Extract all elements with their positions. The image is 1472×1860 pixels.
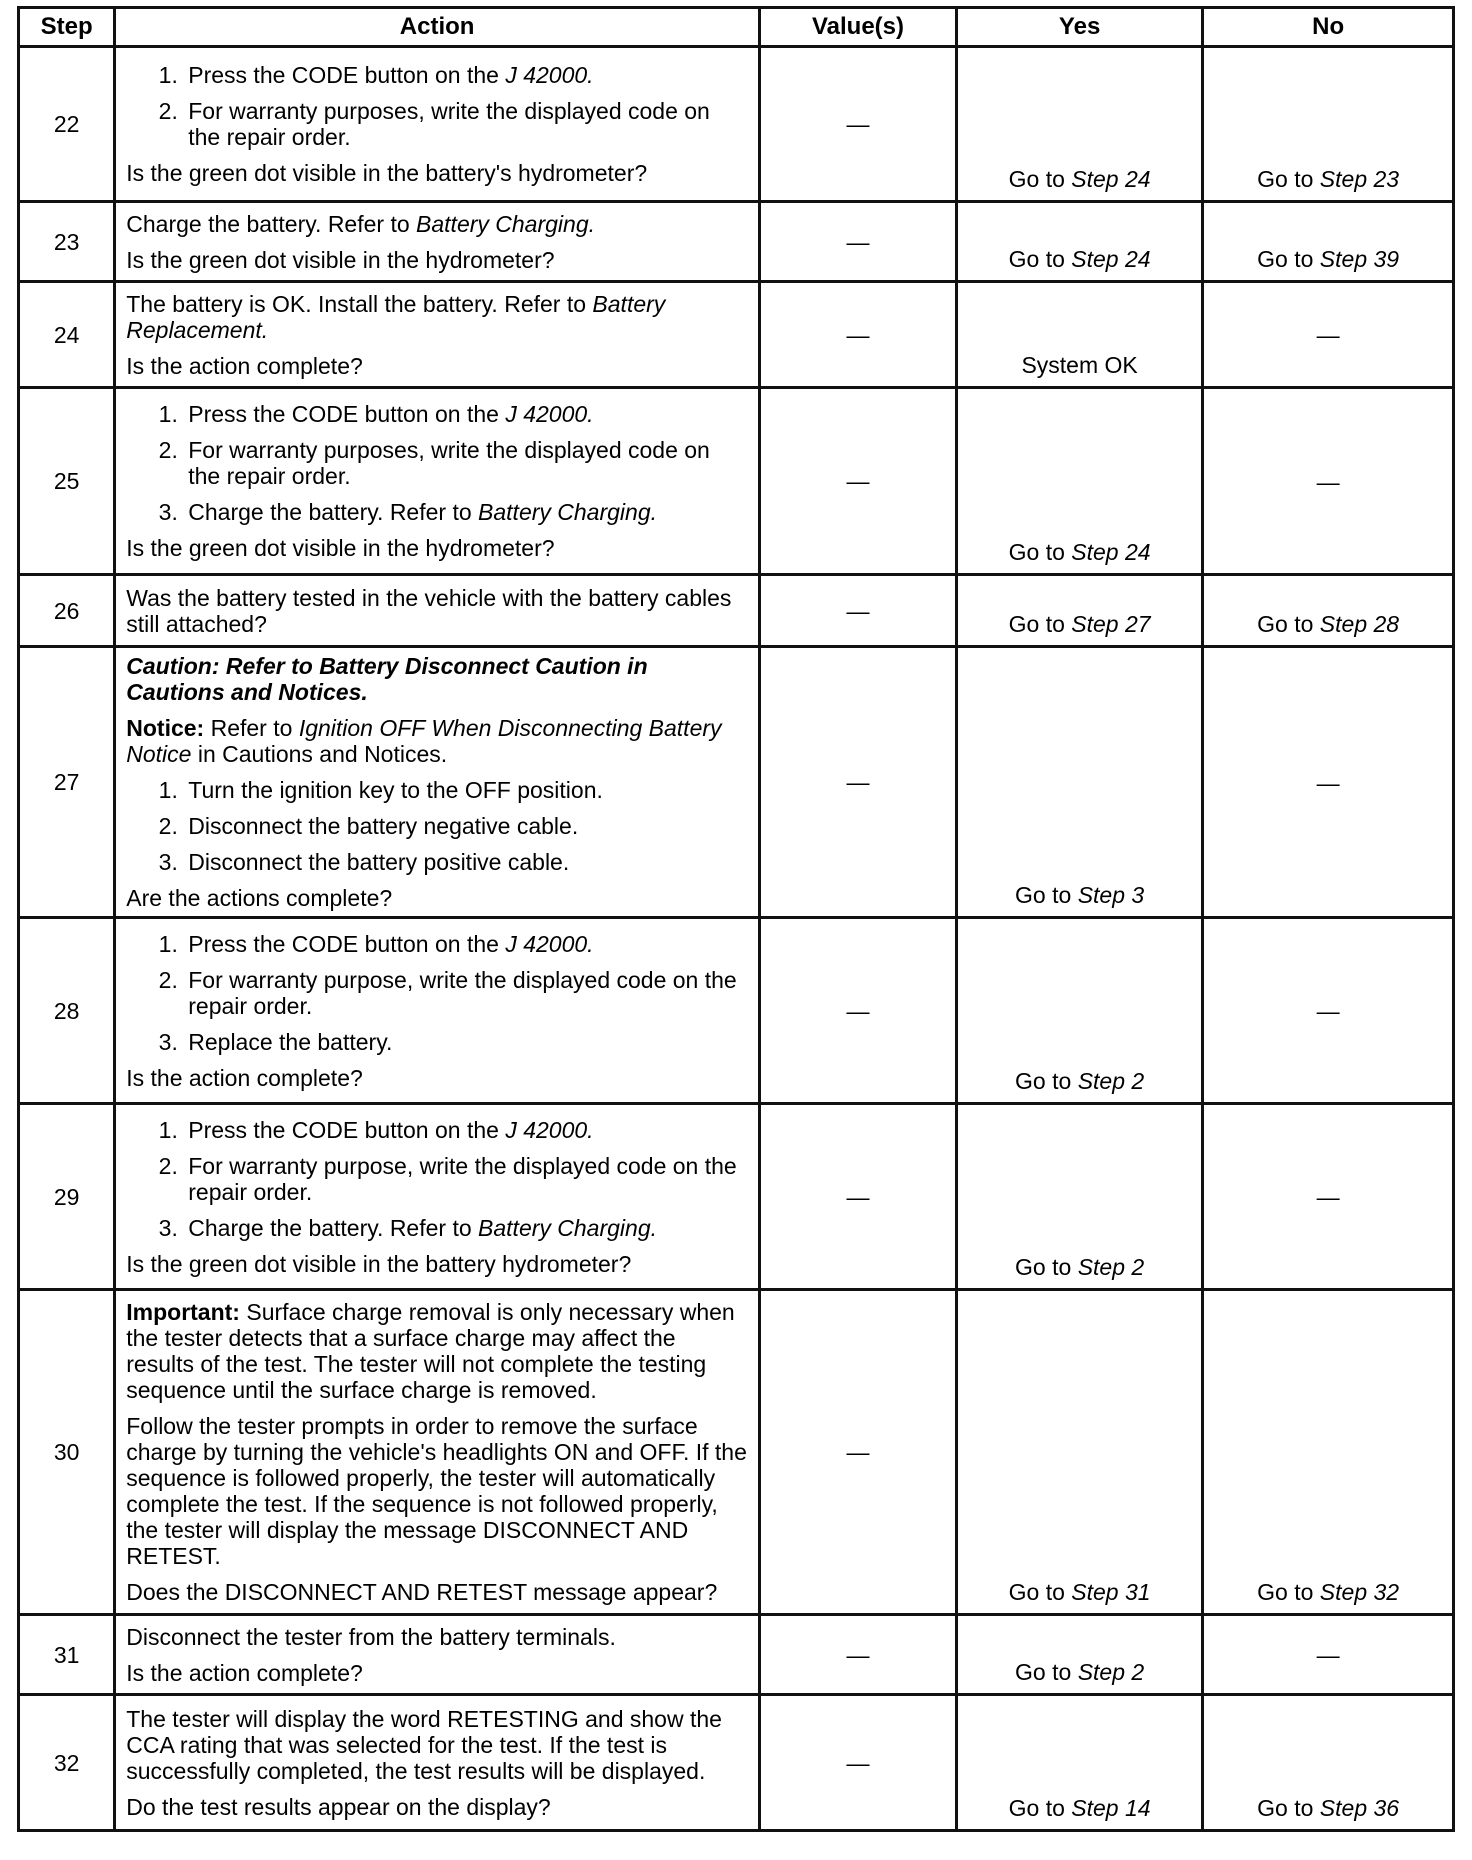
- action-cell: [115, 1104, 760, 1290]
- action-question: Is the action complete?: [126, 1659, 363, 1686]
- value-cell: —: [759, 575, 956, 647]
- step-number: 27: [19, 647, 115, 918]
- action-item: 3. Replace the battery.: [184, 1029, 748, 1055]
- header-action: Action: [115, 8, 760, 47]
- step-number: 28: [19, 918, 115, 1104]
- diagnostic-table: [17, 6, 1455, 1832]
- no-cell: Go to Step 36: [1203, 1695, 1454, 1831]
- value-cell: —: [759, 1104, 956, 1290]
- action-question: Is the action complete?: [126, 352, 363, 379]
- table-row: [19, 1695, 1454, 1831]
- value-cell: —: [759, 1290, 956, 1615]
- table-row: [19, 1615, 1454, 1695]
- action-question: Are the actions complete?: [126, 885, 393, 911]
- action-cell: [115, 1290, 760, 1615]
- notice-text: Notice: Refer to Ignition OFF When Disconnecting Battery Notice in Cautions and Notices.: [126, 715, 722, 767]
- header-row: [19, 8, 1454, 47]
- step-number: 26: [19, 575, 115, 647]
- no-cell: —: [1203, 918, 1454, 1104]
- action-item: 1. Press the CODE button on the J 42000.: [184, 62, 748, 88]
- action-item: 2. For warranty purposes, write the displayed code on the repair order.: [184, 98, 748, 150]
- action-question: Does the DISCONNECT AND RETEST message appear?: [126, 1579, 718, 1605]
- action-question: Was the battery tested in the vehicle with the battery cables still attached?: [126, 584, 732, 637]
- action-text: Charge the battery. Refer to Battery Charging.: [126, 210, 596, 237]
- table-row: [19, 647, 1454, 918]
- no-cell: —: [1203, 388, 1454, 575]
- action-question: Is the action complete?: [126, 1064, 363, 1091]
- value-cell: —: [759, 202, 956, 282]
- yes-cell: Go to Step 2: [956, 918, 1202, 1104]
- action-item: 2. For warranty purpose, write the displayed code on the repair order.: [184, 1153, 748, 1205]
- table-row: [19, 47, 1454, 202]
- action-cell: [115, 647, 760, 918]
- table-row: [19, 1104, 1454, 1290]
- yes-cell: Go to Step 31: [956, 1290, 1202, 1615]
- action-cell: [115, 47, 760, 202]
- action-item: 1. Press the CODE button on the J 42000.: [184, 931, 748, 957]
- step-number: 29: [19, 1104, 115, 1290]
- table-row: [19, 575, 1454, 647]
- action-cell: [115, 202, 760, 282]
- table-row: [19, 282, 1454, 388]
- action-item: 2. For warranty purpose, write the displayed code on the repair order.: [184, 967, 748, 1019]
- header-yes: Yes: [956, 8, 1202, 47]
- action-item: 2. For warranty purposes, write the displayed code on the repair order.: [184, 437, 748, 489]
- action-item: 1. Press the CODE button on the J 42000.: [184, 401, 748, 427]
- action-cell: [115, 388, 760, 575]
- step-number: 31: [19, 1615, 115, 1695]
- action-cell: [115, 1615, 760, 1695]
- yes-cell: Go to Step 24: [956, 202, 1202, 282]
- no-cell: —: [1203, 647, 1454, 918]
- action-text: Disconnect the tester from the battery terminals.: [126, 1623, 616, 1650]
- action-question: Do the test results appear on the display?: [126, 1793, 551, 1820]
- no-cell: Go to Step 32: [1203, 1290, 1454, 1615]
- action-item: 1. Press the CODE button on the J 42000.: [184, 1117, 748, 1143]
- value-cell: —: [759, 282, 956, 388]
- no-cell: —: [1203, 1615, 1454, 1695]
- no-cell: —: [1203, 1104, 1454, 1290]
- yes-cell: Go to Step 24: [956, 47, 1202, 202]
- no-cell: Go to Step 23: [1203, 47, 1454, 202]
- action-text: The battery is OK. Install the battery. Refer to Battery Replacement.: [126, 290, 666, 343]
- yes-cell: Go to Step 2: [956, 1615, 1202, 1695]
- step-number: 22: [19, 47, 115, 202]
- caution-text: Caution: Refer to Battery Disconnect Caution in Cautions and Notices.: [126, 653, 648, 705]
- action-cell: [115, 282, 760, 388]
- table-row: [19, 918, 1454, 1104]
- table-row: [19, 1290, 1454, 1615]
- action-cell: [115, 575, 760, 647]
- yes-cell: System OK: [956, 282, 1202, 388]
- step-number: 32: [19, 1695, 115, 1831]
- header-step: Step: [19, 8, 115, 47]
- action-item: 3. Charge the battery. Refer to Battery Charging.: [184, 499, 748, 525]
- value-cell: —: [759, 1615, 956, 1695]
- no-cell: Go to Step 39: [1203, 202, 1454, 282]
- action-text: The tester will display the word RETESTING and show the CCA rating that was selected for the test. If the test is successfully completed, the test results will be displayed.: [126, 1705, 722, 1784]
- value-cell: —: [759, 47, 956, 202]
- yes-cell: Go to Step 27: [956, 575, 1202, 647]
- value-cell: —: [759, 647, 956, 918]
- yes-cell: Go to Step 2: [956, 1104, 1202, 1290]
- important-text: Important: Surface charge removal is only necessary when the tester detects that a surface charge may affect the results of the test. The tester will not complete the testing sequence until the surface charge is removed.: [126, 1299, 735, 1403]
- action-cell: [115, 1695, 760, 1831]
- step-number: 23: [19, 202, 115, 282]
- step-number: 24: [19, 282, 115, 388]
- action-item: 2. Disconnect the battery negative cable.: [184, 813, 748, 839]
- header-values: Value(s): [759, 8, 956, 47]
- yes-cell: Go to Step 3: [956, 647, 1202, 918]
- action-cell: [115, 918, 760, 1104]
- action-item: 1. Turn the ignition key to the OFF position.: [184, 777, 748, 803]
- action-item: 3. Disconnect the battery positive cable.: [184, 849, 748, 875]
- yes-cell: Go to Step 24: [956, 388, 1202, 575]
- table-row: [19, 202, 1454, 282]
- step-number: 25: [19, 388, 115, 575]
- value-cell: —: [759, 388, 956, 575]
- table-row: [19, 388, 1454, 575]
- action-question: Is the green dot visible in the hydrometer?: [126, 535, 555, 561]
- action-question: Is the green dot visible in the battery's hydrometer?: [126, 160, 648, 186]
- action-text: Follow the tester prompts in order to remove the surface charge by turning the vehicle's headlights ON and OFF. If the sequence is followed properly, the tester will automatically complete the test. If the sequence is not followed properly, the tester will display the message DISCONNECT AND RETEST.: [126, 1413, 747, 1569]
- value-cell: —: [759, 918, 956, 1104]
- header-no: No: [1203, 8, 1454, 47]
- no-cell: Go to Step 28: [1203, 575, 1454, 647]
- value-cell: —: [759, 1695, 956, 1831]
- no-cell: —: [1203, 282, 1454, 388]
- yes-cell: Go to Step 14: [956, 1695, 1202, 1831]
- action-question: Is the green dot visible in the battery hydrometer?: [126, 1250, 632, 1277]
- step-number: 30: [19, 1290, 115, 1615]
- action-item: 3. Charge the battery. Refer to Battery Charging.: [184, 1215, 748, 1241]
- action-question: Is the green dot visible in the hydrometer?: [126, 246, 555, 273]
